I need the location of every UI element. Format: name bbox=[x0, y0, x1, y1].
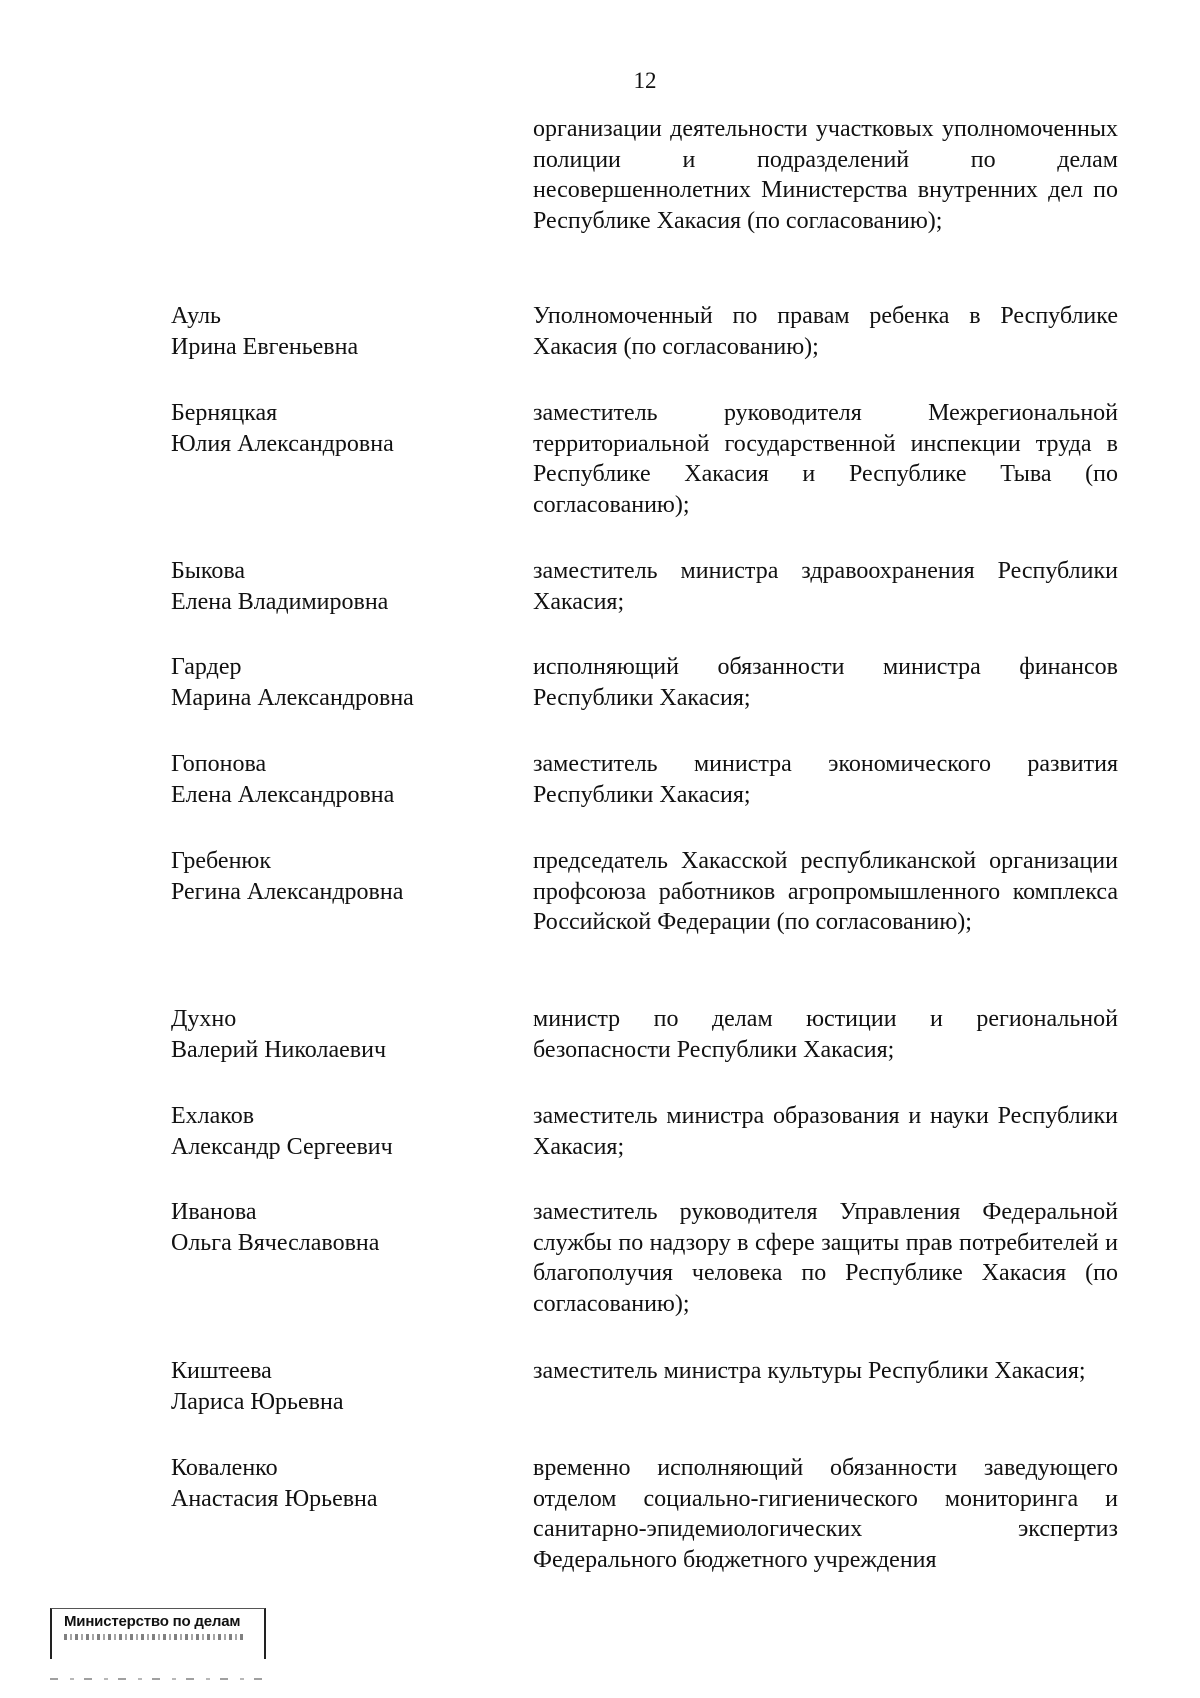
member-position: исполняющий обязанности министра финансов Республики Хакасия; bbox=[533, 654, 1118, 711]
member-given-names: Ольга Вячеславовна bbox=[171, 1229, 380, 1256]
member-position: председатель Хакасской республиканской организации профсоюза работников агропромышленного комплекса Российской Федерации (по согласованию); bbox=[533, 848, 1118, 935]
member-name bbox=[171, 1197, 501, 1258]
stamp-text: Министерство по делам bbox=[64, 1613, 241, 1630]
member-surname: Быкова bbox=[171, 558, 246, 584]
member-surname: Ехлаков bbox=[171, 1103, 255, 1129]
member-surname: Духно bbox=[171, 1006, 237, 1032]
member-name bbox=[171, 1356, 501, 1417]
member-position: заместитель руководителя Межрегиональной территориальной государственной инспекции труда в Республике Хакасия и Республике Тыва (по согласованию); bbox=[533, 400, 1118, 518]
member-surname: Киштеева bbox=[171, 1358, 272, 1384]
member-given-names: Валерий Николаевич bbox=[171, 1036, 387, 1063]
member-given-names: Ирина Евгеньевна bbox=[171, 333, 359, 360]
member-given-names: Елена Александровна bbox=[171, 781, 395, 808]
member-given-names: Александр Сергеевич bbox=[171, 1133, 393, 1160]
member-surname: Ауль bbox=[171, 303, 222, 329]
member-given-names: Лариса Юрьевна bbox=[171, 1388, 344, 1415]
member-given-names: Марина Александровна bbox=[171, 684, 414, 711]
member-position: Уполномоченный по правам ребенка в Республике Хакасия (по согласованию); bbox=[533, 303, 1118, 360]
member-given-names: Юлия Александровна bbox=[171, 430, 394, 457]
member-position: заместитель руководителя Управления Федеральной службы по надзору в сфере защиты прав потребителей и благополучия человека по Республике Хакасия (по согласованию); bbox=[533, 1199, 1118, 1317]
scan-artifact-line bbox=[50, 1678, 262, 1680]
member-given-names: Анастасия Юрьевна bbox=[171, 1485, 378, 1512]
member-name bbox=[171, 652, 501, 713]
member-name bbox=[171, 846, 501, 907]
member-given-names: Регина Александровна bbox=[171, 878, 404, 905]
member-surname: Гребенюк bbox=[171, 848, 271, 874]
member-position: заместитель министра экономического развития Республики Хакасия; bbox=[533, 751, 1118, 808]
member-name bbox=[171, 556, 501, 617]
member-name bbox=[171, 1004, 501, 1065]
page-number: 12 bbox=[633, 68, 657, 93]
member-surname: Гопонова bbox=[171, 751, 267, 777]
member-name bbox=[171, 1101, 501, 1162]
member-position: заместитель министра культуры Республики Хакасия; bbox=[533, 1358, 1086, 1384]
member-name bbox=[171, 398, 501, 459]
continuation-text: организации деятельности участковых уполномоченных полиции и подразделений по делам несовершеннолетних Министерства внутренних дел по Республике Хакасия (по согласованию); bbox=[533, 116, 1118, 234]
member-position: временно исполняющий обязанности заведующего отделом социально-гигиенического мониторинга и санитарно-эпидемиологических экспертиз Федерального бюджетного учреждения bbox=[533, 1455, 1118, 1573]
member-name bbox=[171, 301, 501, 362]
member-position: министр по делам юстиции и региональной безопасности Республики Хакасия; bbox=[533, 1006, 1118, 1063]
member-surname: Иванова bbox=[171, 1199, 257, 1225]
member-position: заместитель министра здравоохранения Республики Хакасия; bbox=[533, 558, 1118, 615]
member-name bbox=[171, 1453, 501, 1514]
stamp-illegible-line bbox=[64, 1634, 244, 1640]
member-name bbox=[171, 749, 501, 810]
ministry-stamp bbox=[50, 1608, 266, 1659]
member-given-names: Елена Владимировна bbox=[171, 588, 389, 615]
member-position: заместитель министра образования и науки Республики Хакасия; bbox=[533, 1103, 1118, 1160]
member-surname: Гардер bbox=[171, 654, 242, 680]
member-surname: Коваленко bbox=[171, 1455, 278, 1481]
member-surname: Берняцкая bbox=[171, 400, 278, 426]
